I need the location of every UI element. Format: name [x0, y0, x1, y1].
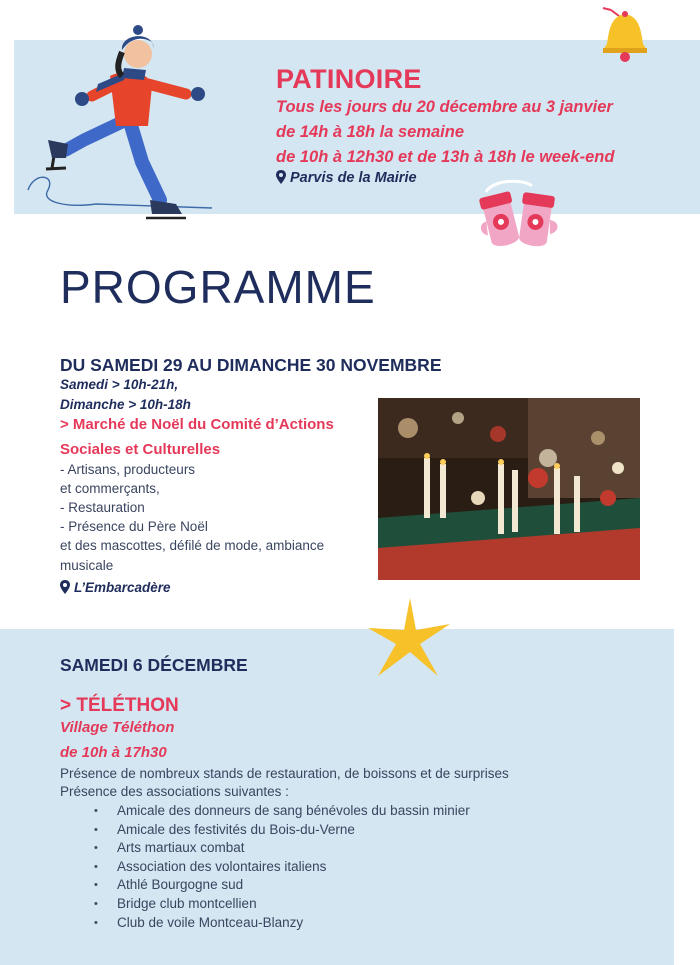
event1-location [60, 580, 171, 595]
bullet: • [94, 823, 98, 836]
event2-body-line1: Présence de nombreux stands de restauration, de boissons et de surprises [60, 766, 509, 781]
star-icon [366, 596, 452, 682]
event1-heading: DU SAMEDI 29 AU DIMANCHE 30 NOVEMBRE [60, 355, 442, 375]
event1-schedule-sunday: Dimanche > 10h-18h [60, 397, 191, 412]
bullet: • [94, 916, 98, 929]
bullet: • [94, 879, 98, 892]
association-name: Club de voile Montceau-Blanzy [117, 914, 304, 930]
list-item [92, 802, 470, 821]
event1-title-line1: > Marché de Noël du Comité d’Actions [60, 416, 334, 433]
event1-body-line: - Restauration [60, 500, 145, 515]
patinoire-location [276, 170, 417, 186]
bell-icon [597, 0, 655, 66]
bullet: • [94, 897, 98, 910]
event1-body-line: et des mascottes, défilé de mode, ambiance [60, 538, 325, 553]
location-pin-icon [60, 580, 70, 594]
event2-subtitle: Village Téléthon [60, 719, 175, 736]
patinoire-location-label: Parvis de la Mairie [290, 170, 417, 186]
association-name: Arts martiaux combat [117, 840, 245, 856]
event1-body-line: musicale [60, 558, 114, 573]
association-list [92, 802, 470, 932]
association-name: Amicale des donneurs de sang bénévoles du bassin minier [117, 803, 470, 818]
event2-hours: de 10h à 17h30 [60, 744, 167, 761]
bullet: • [94, 860, 98, 873]
event2-title: > TÉLÉTHON [60, 695, 179, 716]
event1-body-line: et commerçants, [60, 481, 160, 496]
event1-location-label: L’Embarcadère [74, 580, 171, 595]
mittens-illustration [472, 178, 564, 254]
christmas-market-photo [378, 398, 640, 580]
list-item [92, 821, 470, 840]
patinoire-weekday-hours: de 14h à 18h la semaine [276, 123, 465, 141]
skater-illustration [26, 22, 218, 222]
event2-body-line2: Présence des associations suivantes : [60, 784, 289, 799]
bullet: • [94, 805, 98, 817]
event1-schedule-saturday: Samedi > 10h-21h, [60, 377, 179, 392]
list-item [92, 876, 470, 895]
association-name: Bridge club montcellien [117, 895, 257, 911]
patinoire-weekend-hours: de 10h à 12h30 et de 13h à 18h le week-end [276, 148, 615, 166]
association-name: Association des volontaires italiens [117, 858, 327, 874]
list-item [92, 914, 470, 933]
event2-heading: SAMEDI 6 DÉCEMBRE [60, 655, 248, 675]
event1-body-line: - Présence du Père Noël [60, 519, 208, 534]
bullet: • [94, 842, 98, 855]
patinoire-dates: Tous les jours du 20 décembre au 3 janvier [276, 98, 613, 116]
event1-body-line: - Artisans, producteurs [60, 462, 196, 477]
location-pin-icon [276, 170, 286, 184]
programme-title: PROGRAMME [60, 261, 376, 313]
list-item [92, 839, 470, 858]
association-name: Athlé Bourgogne sud [117, 877, 244, 893]
patinoire-title: PATINOIRE [276, 64, 422, 94]
list-item [92, 895, 470, 914]
event1-title-line2: Sociales et Culturelles [60, 441, 221, 458]
association-name: Amicale des festivités du Bois-du-Verne [117, 821, 355, 837]
list-item [92, 858, 470, 877]
